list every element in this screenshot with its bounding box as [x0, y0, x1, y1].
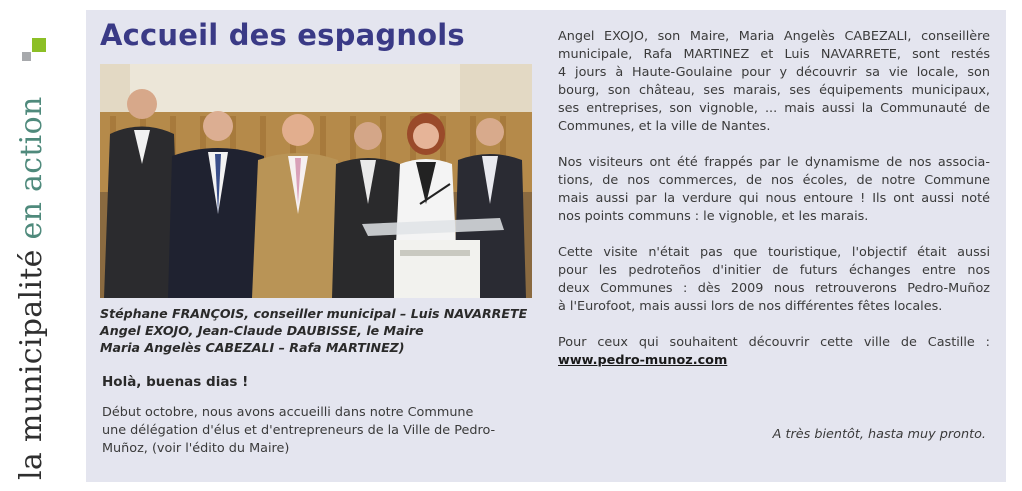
article-greeting: Holà, buenas dias ! — [102, 374, 249, 390]
paragraph-line: Nos visiteurs ont été frappés par le dynamisme de nos associa- — [558, 155, 990, 170]
caption-line: Stéphane FRANÇOIS, conseiller municipal – Luis NAVARRETE — [100, 306, 528, 321]
caption-line: Angel EXOJO, Jean-Claude DAUBISSE, le Maire — [100, 323, 424, 338]
paragraph-line: municipale, Rafa MARTINEZ et Luis NAVARRETE, sont restés — [558, 47, 990, 62]
photo-caption — [100, 305, 540, 356]
paragraph-line: mais aussi par la verdure qui nous entoure ! Ils ont aussi noté — [558, 191, 990, 206]
article-title: Accueil des espagnols — [100, 18, 465, 52]
section-label-part2: en action — [14, 96, 49, 240]
closing-line: Pour ceux qui souhaitent découvrir cette ville de Castille : — [558, 335, 990, 350]
paragraph-line: bourg, son château, ses marais, ses équipements municipaux, — [558, 83, 990, 98]
paragraph-line: ses entreprises, son vignoble, ... mais aussi la Communauté de — [558, 101, 990, 116]
section-logo-squares — [18, 38, 48, 68]
paragraph-line: à l'Eurofoot, mais aussi lors de nos différentes fêtes locales. — [558, 299, 943, 314]
paragraph-exchanges — [558, 244, 990, 316]
section-label-part1: la municipalité — [14, 249, 49, 480]
paragraph-visitors — [558, 28, 990, 136]
article-body — [558, 28, 990, 388]
gray-square-icon — [22, 52, 31, 61]
caption-line: Maria Angelès CABEZALI – Rafa MARTINEZ) — [100, 340, 405, 355]
group-photo-icon — [100, 64, 532, 298]
paragraph-line: deux Communes : dès 2009 nous retrouverons Pedro-Muñoz — [558, 281, 990, 296]
section-label — [14, 96, 49, 480]
article-intro — [102, 404, 534, 458]
paragraph-line: nos points communs : le vignoble, et les marais. — [558, 209, 869, 224]
pedro-munoz-link[interactable]: www.pedro-munoz.com — [558, 353, 728, 368]
paragraph-line: pour les pedroteños d'initier de futurs échanges entre nos — [558, 263, 990, 278]
intro-line: Muñoz, (voir l'édito du Maire) — [102, 441, 290, 456]
paragraph-line: Angel EXOJO, son Maire, Maria Angelès CABEZALI, conseillère — [558, 29, 990, 44]
group-photo — [100, 64, 532, 298]
paragraph-line: Cette visite n'était pas que touristique, l'objectif était aussi — [558, 245, 990, 260]
paragraph-line: 4 jours à Haute-Goulaine pour y découvrir sa vie locale, son — [558, 65, 990, 80]
paragraph-line: tions, de nos commerces, de nos écoles, de notre Commune — [558, 173, 990, 188]
green-square-icon — [32, 38, 46, 52]
paragraph-closing — [558, 334, 990, 370]
intro-line: une délégation d'élus et d'entrepreneurs de la Ville de Pedro- — [102, 423, 496, 438]
paragraph-impressions — [558, 154, 990, 226]
intro-line: Début octobre, nous avons accueilli dans notre Commune — [102, 405, 474, 420]
paragraph-line: Communes, et la ville de Nantes. — [558, 119, 771, 134]
article-signoff: A très bientôt, hasta muy pronto. — [772, 427, 986, 442]
